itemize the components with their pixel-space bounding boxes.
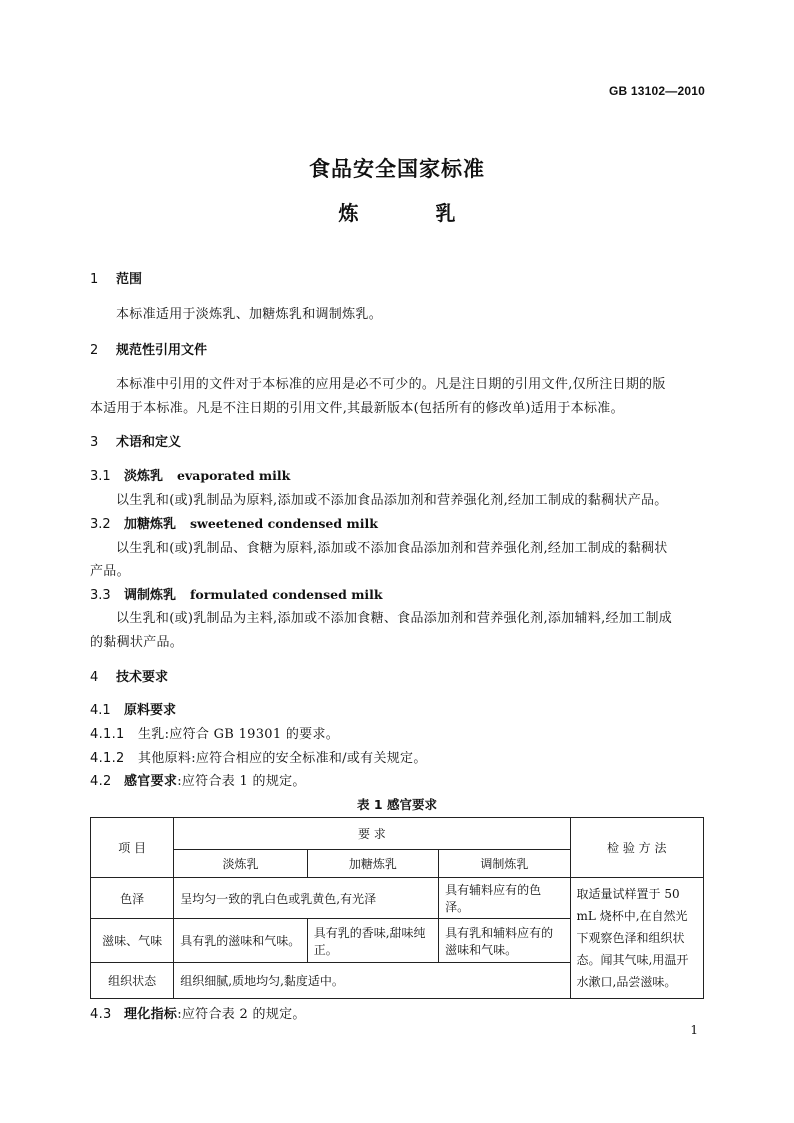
section-number: 2: [90, 343, 99, 358]
table-caption: 表 1 感官要求: [357, 797, 437, 812]
section-1-heading: [90, 268, 142, 287]
cell-value: 组织细腻,质地均匀,黏度适中。: [174, 963, 570, 999]
section-3-3-text-line1: 以生乳和(或)乳制品为主料,添加或不添加食糖、食品添加剂和营养强化剂,添加辅料,经加工制成: [116, 611, 673, 626]
section-title: 范围: [116, 272, 143, 287]
section-3-3-text-line2: 的黏稠状产品。: [90, 635, 184, 650]
section-number: 4.1.2: [90, 751, 125, 766]
document-title: 食品安全国家标准: [309, 157, 485, 181]
section-number: 4.1.1: [90, 727, 125, 742]
section-title: 理化指标: [124, 1007, 178, 1022]
inspection-method: 取适量试样置于 50 mL 烧杯中,在自然光下观察色泽和组织状态。闻其气味,用温开水漱口,品尝滋味。: [570, 878, 703, 999]
section-2-heading: [90, 339, 207, 358]
section-4-1-1: [90, 723, 339, 742]
section-3-1-heading: [90, 465, 290, 484]
cell-value: 具有乳的香味,甜味纯正。: [307, 919, 438, 963]
header-requirements: 要 求: [174, 818, 570, 850]
section-number: 4.2: [90, 774, 112, 789]
section-2-text-line2: 本适用于本标准。凡是不注日期的引用文件,其最新版本(包括所有的修改单)适用于本标准。: [90, 401, 624, 416]
section-number: 3: [90, 435, 99, 450]
section-text: :应符合表 2 的规定。: [177, 1007, 306, 1022]
cell-value: 具有辅料应有的色泽。: [439, 878, 570, 919]
section-title: 术语和定义: [116, 435, 182, 450]
term-english: sweetened condensed milk: [190, 516, 378, 531]
section-text: :应符合表 1 的规定。: [177, 774, 306, 789]
standard-code: GB 13102—2010: [609, 84, 705, 98]
section-number: 4.1: [90, 703, 111, 718]
row-item: 滋味、气味: [91, 919, 174, 963]
section-3-3-heading: [90, 584, 383, 603]
header-item: 项 目: [91, 818, 174, 878]
section-text: 其他原料:应符合相应的安全标准和/或有关规定。: [138, 751, 427, 766]
section-title: 原料要求: [124, 703, 177, 718]
section-4-2: [90, 770, 306, 789]
section-4-1-heading: [90, 699, 176, 718]
document-subtitle: 炼 乳: [338, 201, 456, 225]
section-title: 调制炼乳: [124, 588, 177, 603]
section-title: 感官要求: [124, 774, 178, 789]
cell-value: 具有乳的滋味和气味。: [174, 919, 307, 963]
section-number: 4: [90, 670, 99, 685]
header-formulated: 调制炼乳: [439, 850, 570, 878]
section-3-1-text: 以生乳和(或)乳制品为原料,添加或不添加食品添加剂和营养强化剂,经加工制成的黏稠状产品。: [116, 493, 668, 508]
section-number: 4.3: [90, 1007, 112, 1022]
table-row: [91, 878, 704, 919]
section-title: 技术要求: [116, 670, 169, 685]
section-title: 淡炼乳: [124, 469, 164, 484]
section-title: 规范性引用文件: [116, 343, 208, 358]
section-2-text-line1: 本标准中引用的文件对于本标准的应用是必不可少的。凡是注日期的引用文件,仅所注日期的版: [116, 377, 666, 392]
section-3-2-heading: [90, 513, 378, 532]
section-4-1-2: [90, 747, 427, 766]
section-3-2-text-line2: 产品。: [90, 564, 130, 579]
section-number: 3.3: [90, 588, 111, 603]
section-number: 1: [90, 272, 99, 287]
page-number: 1: [690, 1023, 698, 1037]
term-english: formulated condensed milk: [190, 587, 383, 602]
cell-value: 具有乳和辅料应有的滋味和气味。: [439, 919, 570, 963]
row-item: 组织状态: [91, 963, 174, 999]
row-item: 色泽: [91, 878, 174, 919]
term-english: evaporated milk: [177, 468, 291, 483]
header-evaporated: 淡炼乳: [174, 850, 307, 878]
section-4-3: [90, 1003, 306, 1022]
section-number: 3.2: [90, 517, 111, 532]
section-3-heading: [90, 431, 181, 450]
sensory-requirements-table: [90, 817, 704, 999]
header-method: 检 验 方 法: [570, 818, 703, 878]
section-4-heading: [90, 666, 168, 685]
section-title: 加糖炼乳: [124, 517, 177, 532]
section-text: 生乳:应符合 GB 19301 的要求。: [138, 727, 340, 742]
section-number: 3.1: [90, 469, 111, 484]
section-3-2-text-line1: 以生乳和(或)乳制品、食糖为原料,添加或不添加食品添加剂和营养强化剂,经加工制成的黏稠状: [116, 541, 668, 556]
section-1-text: 本标准适用于淡炼乳、加糖炼乳和调制炼乳。: [116, 307, 383, 322]
header-sweetened: 加糖炼乳: [307, 850, 438, 878]
cell-value: 呈均匀一致的乳白色或乳黄色,有光泽: [174, 878, 439, 919]
